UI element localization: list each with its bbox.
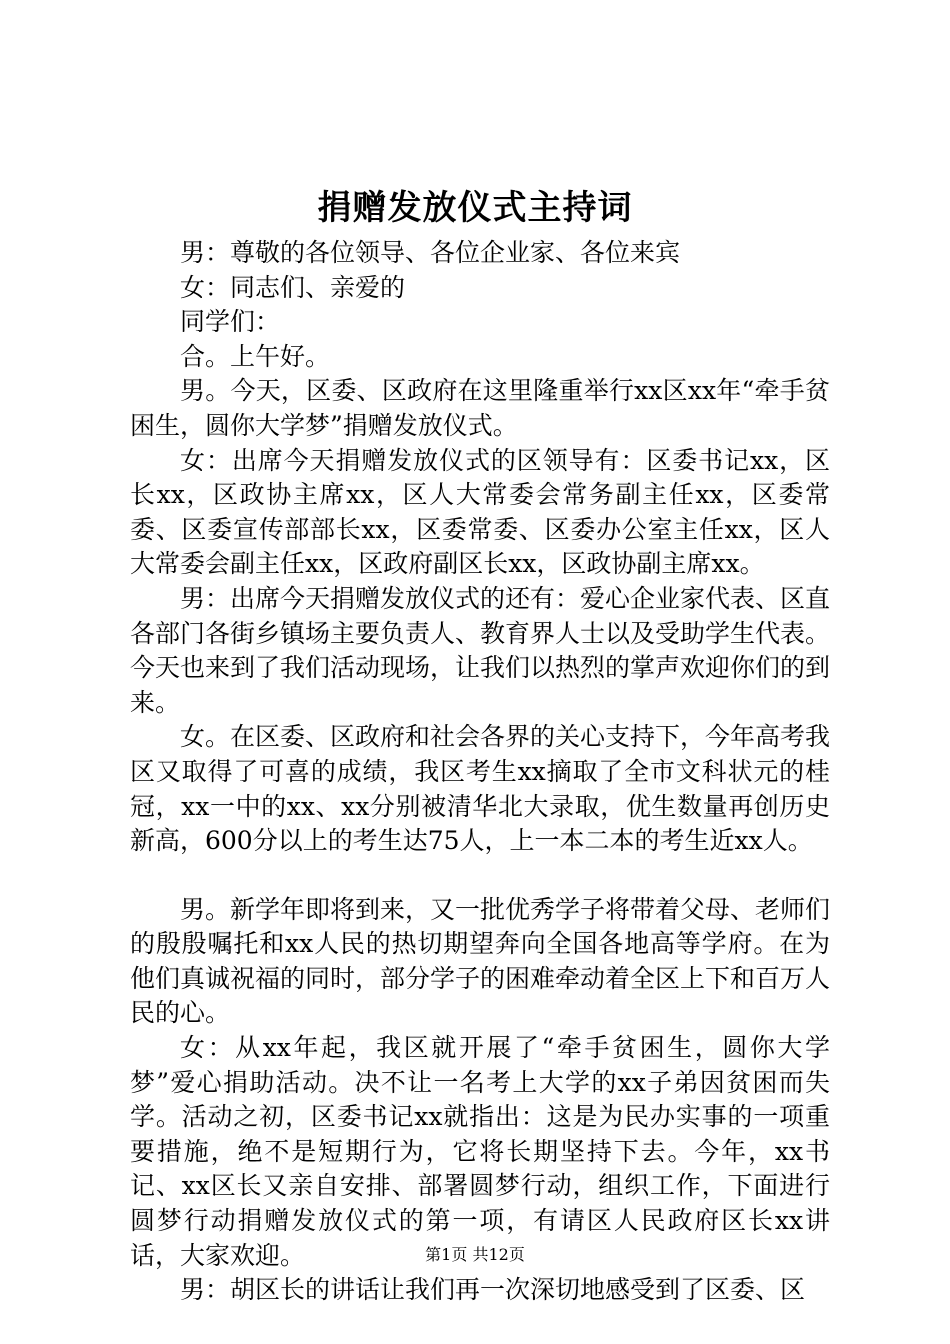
- paragraph: 同学们：: [180, 307, 281, 337]
- paragraph: 合。上午好。: [180, 341, 331, 371]
- paragraph: 男。新学年即将到来，又一批优秀学子将带着父母、老师们的殷殷嘱托和xx人民的热切期望奔向全国各地高等学府。在为他们真诚祝福的同时，部分学子的困难牵动着全区上下和百万人民的心。: [130, 894, 831, 1028]
- paragraph: 女。在区委、区政府和社会各界的关心支持下，今年高考我区又取得了可喜的成绩，我区考生xx摘取了全市文科状元的桂冠，xx一中的xx、xx分别被清华北大录取，优生数量再创历史新高，600分以上的考生达75人，上一本二本的考生近xx人。: [130, 722, 831, 856]
- paragraph: 男。今天，区委、区政府在这里隆重举行xx区xx年“牵手贫困生，圆你大学梦”捐赠发放仪式。: [130, 376, 830, 440]
- paragraph: 男：胡区长的讲话让我们再一次深切地感受到了区委、区: [180, 1275, 806, 1305]
- page-total: 共12页: [472, 1245, 525, 1264]
- page-number: 第1页: [425, 1245, 468, 1264]
- paragraph: 男：出席今天捐赠发放仪式的还有：爱心企业家代表、区直各部门各街乡镇场主要负责人、教育界人士以及受助学生代表。今天也来到了我们活动现场，让我们以热烈的掌声欢迎你们的到来。: [130, 583, 831, 717]
- page-footer: [0, 1245, 950, 1265]
- document-title: 捐赠发放仪式主持词: [317, 188, 633, 228]
- paragraph: 女：出席今天捐赠发放仪式的区领导有：区委书记xx，区长xx，区政协主席xx，区人大常委会常务副主任xx，区委常委、区委宣传部部长xx，区委常委、区委办公室主任xx，区人大常委会副主任xx，区政府副区长xx，区政协副主席xx。: [130, 445, 830, 579]
- document-body: [130, 236, 830, 1308]
- paragraph: 女：从xx年起，我区就开展了“牵手贫困生，圆你大学梦”爱心捐助活动。决不让一名考上大学的xx子弟因贫困而失学。活动之初，区委书记xx就指出：这是为民办实事的一项重要措施，绝不是短期行为，它将长期坚持下去。今年，xx书记、xx区长又亲自安排、部署圆梦行动，组织工作，下面进行圆梦行动捐赠发放仪式的第一项，有请区人民政府区长xx讲话，大家欢迎。: [130, 1033, 830, 1270]
- paragraph: 男：尊敬的各位领导、各位企业家、各位来宾: [180, 238, 681, 267]
- paragraph: 女：同志们、亲爱的: [180, 272, 406, 302]
